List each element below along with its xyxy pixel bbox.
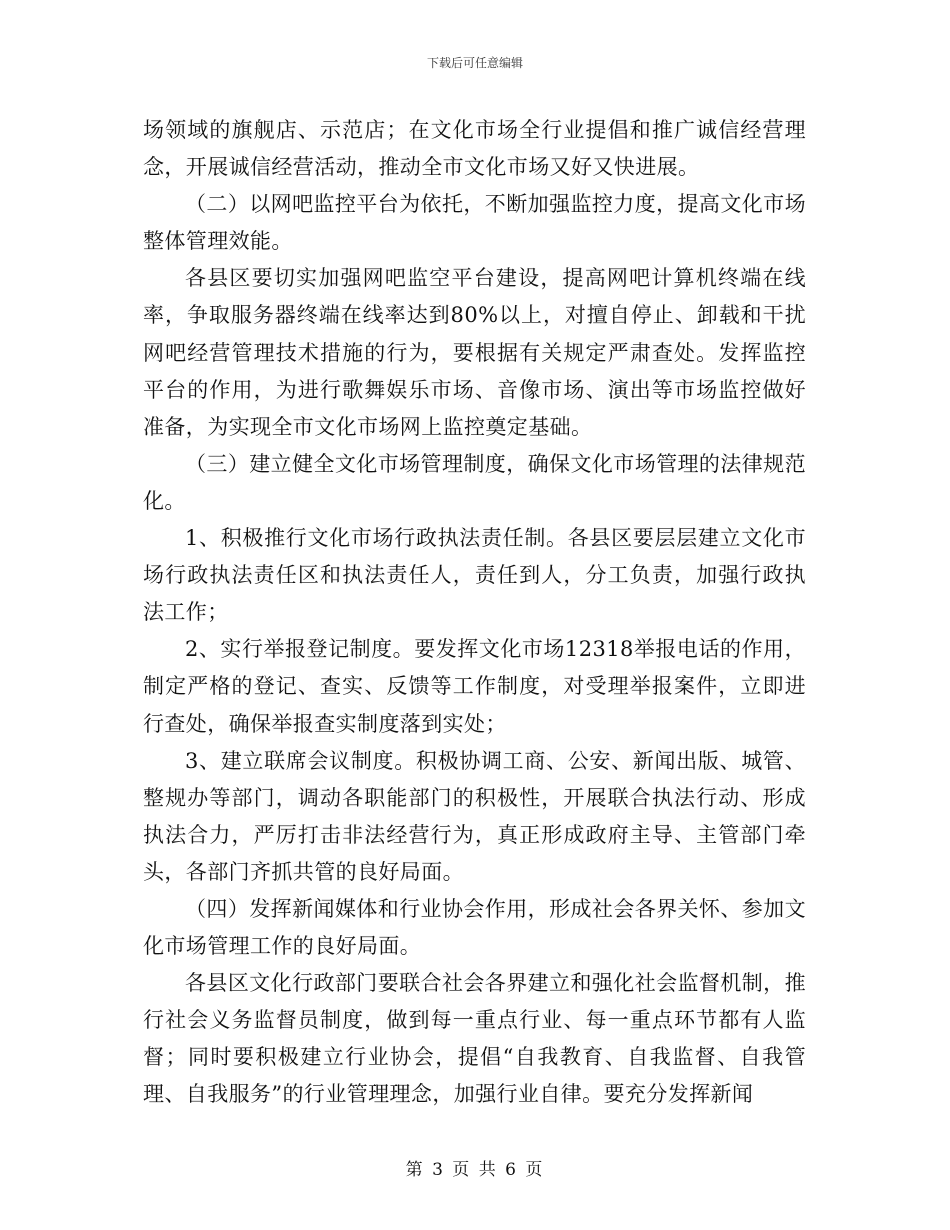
paragraph: 各县区文化行政部门要联合社会各界建立和强化社会监督机制，推行社会义务监督员制度，做到每一重点行业、每一重点环节都有人监督；同时要积极建立行业协会，提倡“自我教育、自我监督、自我管理、自我服务”的行业管理理念，加强行业自律。要充分发挥新闻	[143, 971, 806, 1107]
document-body	[143, 112, 806, 1114]
paragraph: 场领域的旗舰店、示范店；在文化市场全行业提倡和推广诚信经营理念，开展诚信经营活动，推动全市文化市场又好又快进展。	[143, 118, 806, 180]
header-note: 下载后可任意编辑	[426, 56, 523, 70]
list-item: 3、建立联席会议制度。积极协调工商、公安、新闻出版、城管、整规办等部门，调动各职能部门的积极性，开展联合执法行动、形成执法合力，严厉打击非法经营行为，真正形成政府主导、主管部门牵头，各部门齐抓共管的良好局面。	[143, 748, 806, 884]
section-heading-4: （四）发挥新闻媒体和行业协会作用，形成社会各界关怀、参加文化市场管理工作的良好局面。	[143, 896, 806, 959]
section-heading-2: （二）以网吧监控平台为依托，不断加强监控力度，提高文化市场整体管理效能。	[143, 192, 806, 254]
list-item: 2、实行举报登记制度。要发挥文化市场12318举报电话的作用，制定严格的登记、查实、反馈等工作制度，对受理举报案件，立即进行查处，确保举报查实制度落到实处；	[143, 637, 806, 736]
list-item: 1、积极推行文化市场行政执法责任制。各县区要层层建立文化市场行政执法责任区和执法责任人，责任到人，分工负责，加强行政执法工作；	[143, 526, 806, 625]
page-number: 第 3 页 共 6 页	[405, 1160, 545, 1180]
paragraph: 各县区要切实加强网吧监空平台建设，提高网吧计算机终端在线率，争取服务器终端在线率达到80%以上，对擅自停止、卸载和干扰网吧经营管理技术措施的行为，要根据有关规定严肃查处。发挥监控平台的作用，为进行歌舞娱乐市场、音像市场、演出等市场监控做好准备，为实现全市文化市场网上监控奠定基础。	[143, 266, 806, 439]
section-heading-3: （三）建立健全文化市场管理制度，确保文化市场管理的法律规范化。	[143, 451, 806, 513]
